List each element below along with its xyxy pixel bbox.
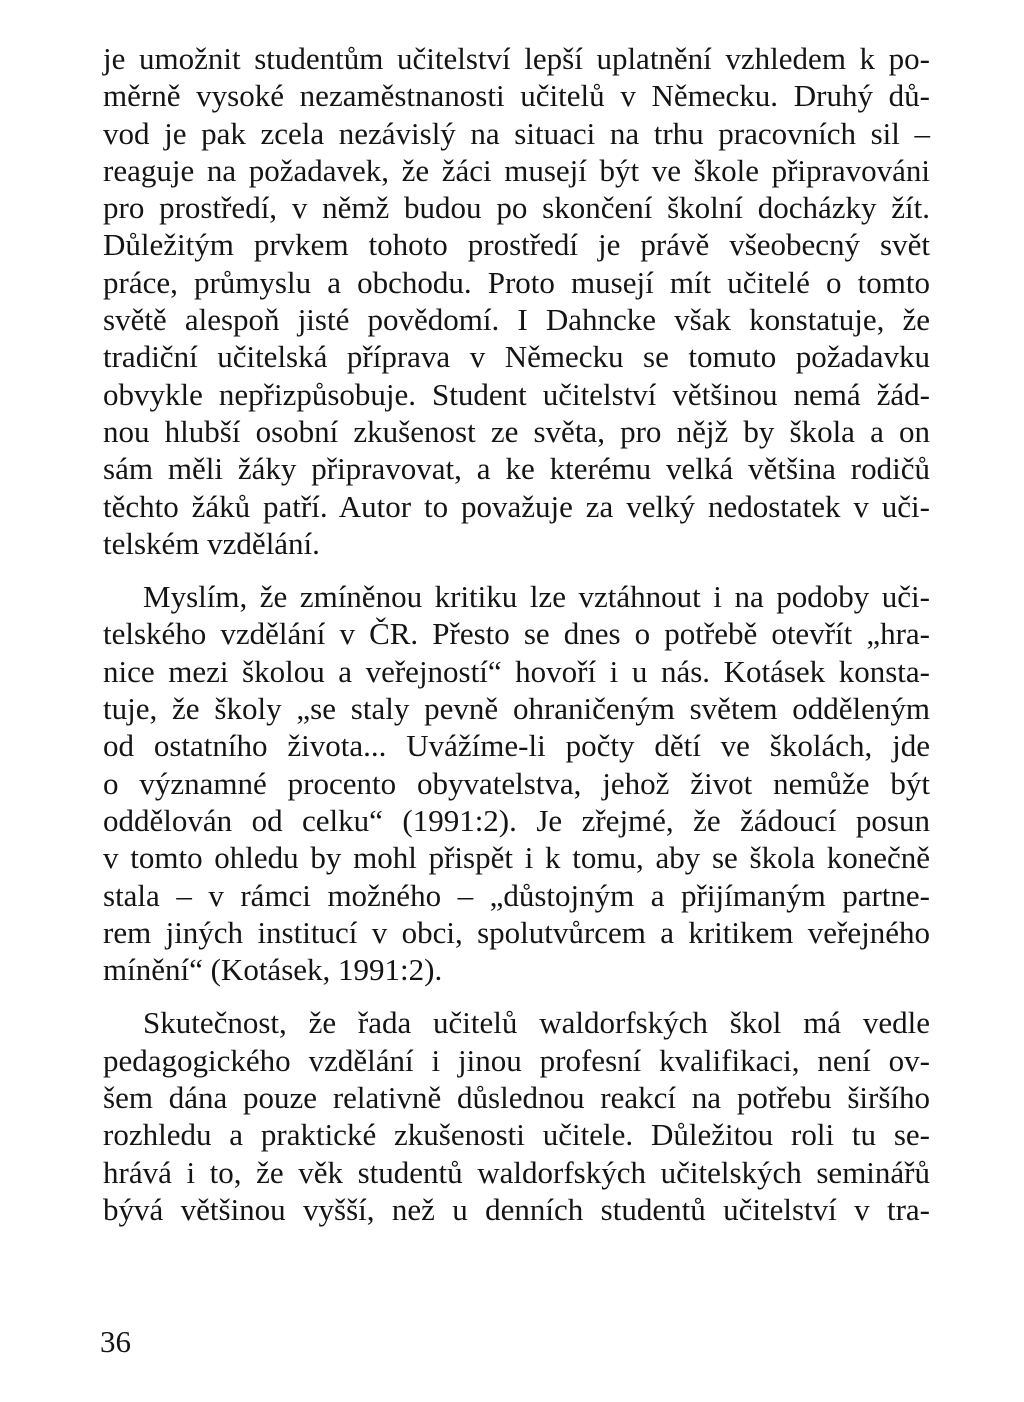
text-line: reaguje na požadavek, že žáci musejí být ve škole připravováni [103, 152, 930, 188]
text-line: světě alespoň jisté povědomí. I Dahncke však konstatuje, že [103, 302, 930, 338]
text-line: práce, průmyslu a obchodu. Proto musejí mít učitelé o tomto [103, 264, 930, 300]
text-line: rozhledu a praktické zkušenosti učitele. Důležitou roli tu se- [103, 1117, 930, 1153]
text-line: nou hlubší osobní zkušenost ze světa, pro nějž by škola a on [103, 413, 930, 449]
text-line: Důležitým prvkem tohoto prostředí je právě všeobecný svět [103, 227, 930, 263]
text-line: oddělován od celku“ (1991:2). Je zřejmé, že žádoucí posun [103, 802, 930, 838]
text-line: telském vzdělání. [103, 525, 320, 561]
text-line: tradiční učitelská příprava v Německu se tomuto požadavku [103, 339, 930, 375]
page-number: 36 [100, 1324, 131, 1359]
text-line: bývá většinou vyšší, než u denních studentů učitelství v tra- [103, 1191, 930, 1227]
paragraph-3 [103, 1004, 930, 1228]
page-body [103, 40, 930, 1228]
text-line: pedagogického vzdělání i jinou profesní kvalifikaci, není ov- [103, 1042, 930, 1078]
text-line: mínění“ (Kotásek, 1991:2). [103, 952, 443, 988]
text-line: pro prostředí, v němž budou po skončení školní docházky žít. [103, 190, 930, 226]
text-line: vod je pak zcela nezávislý na situaci na trhu pracovních sil – [103, 115, 930, 151]
text-line: Myslím, že zmíněnou kritiku lze vztáhnout i na podoby uči- [143, 579, 930, 615]
paragraph-spacer [103, 988, 930, 1004]
text-line: tuje, že školy „se staly pevně ohraničeným světem odděleným [103, 691, 930, 727]
text-line: šem dána pouze relativně důslednou reakcí na potřebu širšího [103, 1080, 930, 1116]
text-line: hrává i to, že věk studentů waldorfských učitelských seminářů [103, 1154, 930, 1190]
text-line: Skutečnost, že řada učitelů waldorfských škol má vedle [143, 1005, 930, 1041]
text-line: od ostatního života... Uvážíme-li počty dětí ve školách, jde [103, 728, 930, 764]
text-line: stala – v rámci možného – „důstojným a přijímaným partne- [103, 877, 930, 913]
paragraph-2 [103, 578, 930, 988]
paragraph-spacer [103, 562, 930, 578]
text-line: v tomto ohledu by mohl přispět i k tomu, aby se škola konečně [103, 840, 930, 876]
text-line: měrně vysoké nezaměstnanosti učitelů v Německu. Druhý dů- [103, 78, 930, 114]
paragraph-1 [103, 40, 930, 562]
text-line: obvykle nepřizpůsobuje. Student učitelství většinou nemá žád- [103, 376, 930, 412]
text-line: sám měli žáky připravovat, a ke kterému velká většina rodičů [103, 451, 930, 487]
text-line: těchto žáků patří. Autor to považuje za velký nedostatek v uči- [103, 488, 930, 524]
text-line: telského vzdělání v ČR. Přesto se dnes o potřebě otevřít „hra- [103, 616, 930, 652]
text-line: nice mezi školou a veřejností“ hovoří i u nás. Kotásek konsta- [103, 653, 930, 689]
text-line: je umožnit studentům učitelství lepší uplatnění vzhledem k po- [103, 41, 930, 76]
text-line: o významné procento obyvatelstva, jehož život nemůže být [103, 765, 930, 801]
text-line: rem jiných institucí v obci, spolutvůrcem a kritikem veřejného [103, 914, 930, 950]
